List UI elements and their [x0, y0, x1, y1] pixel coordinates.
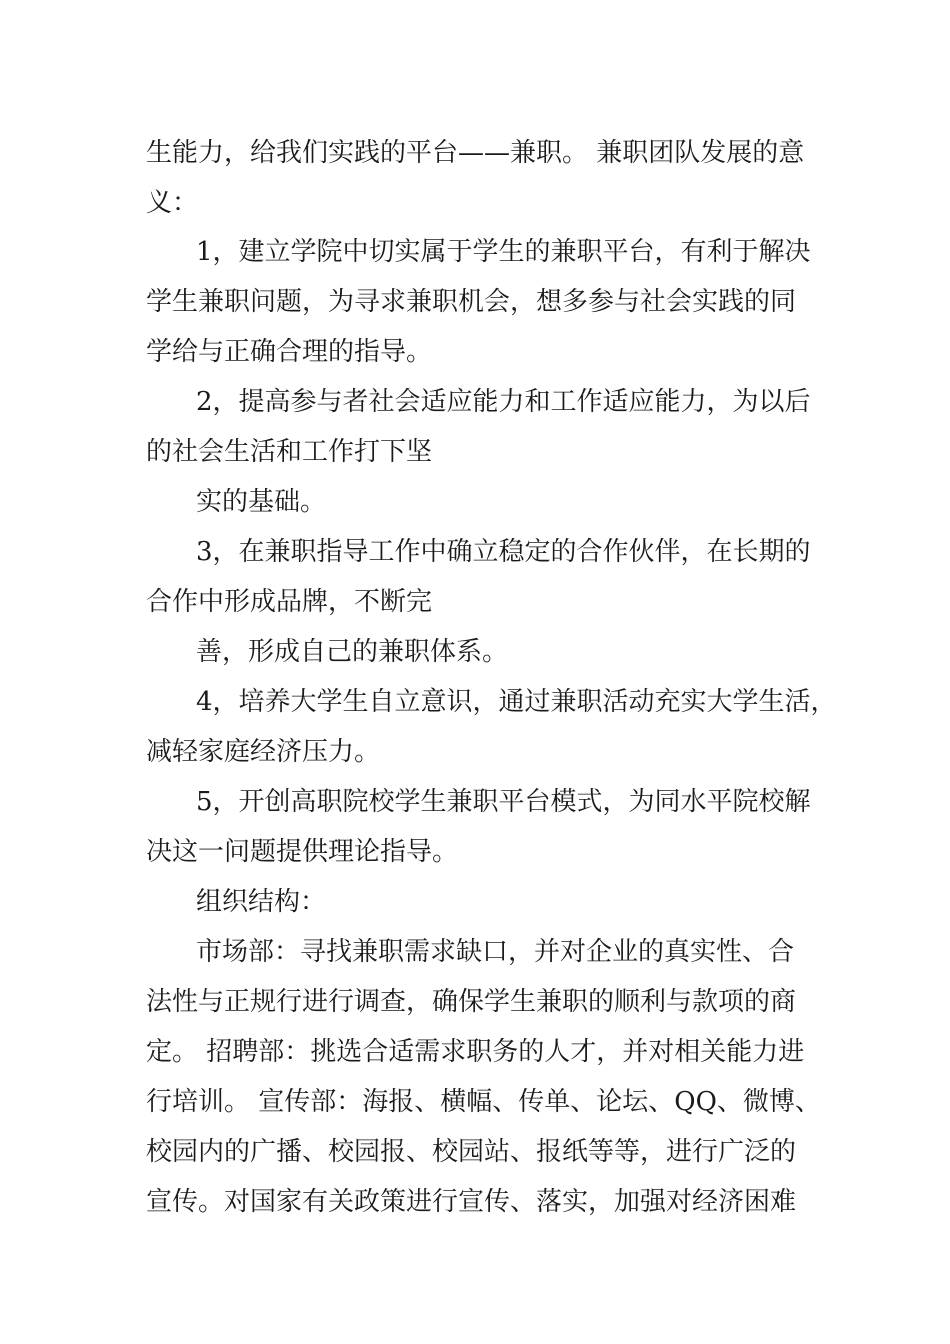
text-line: 4，培养大学生自立意识，通过兼职活动充实大学生活，	[196, 687, 837, 717]
text-line: 学给与正确合理的指导。	[146, 337, 433, 367]
text-line: 1，建立学院中切实属于学生的兼职平台，有利于解决	[196, 237, 811, 267]
text-line: 3，在兼职指导工作中确立稳定的合作伙伴，在长期的	[196, 537, 811, 567]
text-line: 法性与正规行进行调查，确保学生兼职的顺利与款项的商	[146, 987, 797, 1017]
text-line: 生能力，给我们实践的平台——兼职。 兼职团队发展的意	[146, 138, 805, 168]
text-line: 合作中形成品牌，不断完	[146, 587, 433, 617]
text-line: 校园内的广播、校园报、校园站、报纸等等，进行广泛的	[146, 1137, 797, 1167]
text-line: 决这一问题提供理论指导。	[146, 837, 459, 867]
text-line: 实的基础。	[196, 487, 327, 517]
text-line: 行培训。 宣传部：海报、横幅、传单、论坛、QQ、微博、	[146, 1087, 821, 1117]
text-line: 学生兼职问题，为寻求兼职机会，想多参与社会实践的同	[146, 287, 797, 317]
text-line: 定。 招聘部：挑选合适需求职务的人才，并对相关能力进	[146, 1037, 805, 1067]
text-line: 宣传。对国家有关政策进行宣传、落实，加强对经济困难	[146, 1187, 797, 1217]
text-line: 2，提高参与者社会适应能力和工作适应能力，为以后	[196, 387, 811, 417]
text-line: 的社会生活和工作打下坚	[146, 437, 433, 467]
text-line: 减轻家庭经济压力。	[146, 737, 381, 767]
text-line: 市场部：寻找兼职需求缺口，并对企业的真实性、合	[196, 937, 795, 967]
text-line: 义：	[146, 188, 199, 218]
text-line: 5，开创高职院校学生兼职平台模式，为同水平院校解	[196, 787, 811, 817]
text-line: 善，形成自己的兼职体系。	[196, 637, 509, 667]
text-line: 组织结构：	[196, 887, 327, 917]
